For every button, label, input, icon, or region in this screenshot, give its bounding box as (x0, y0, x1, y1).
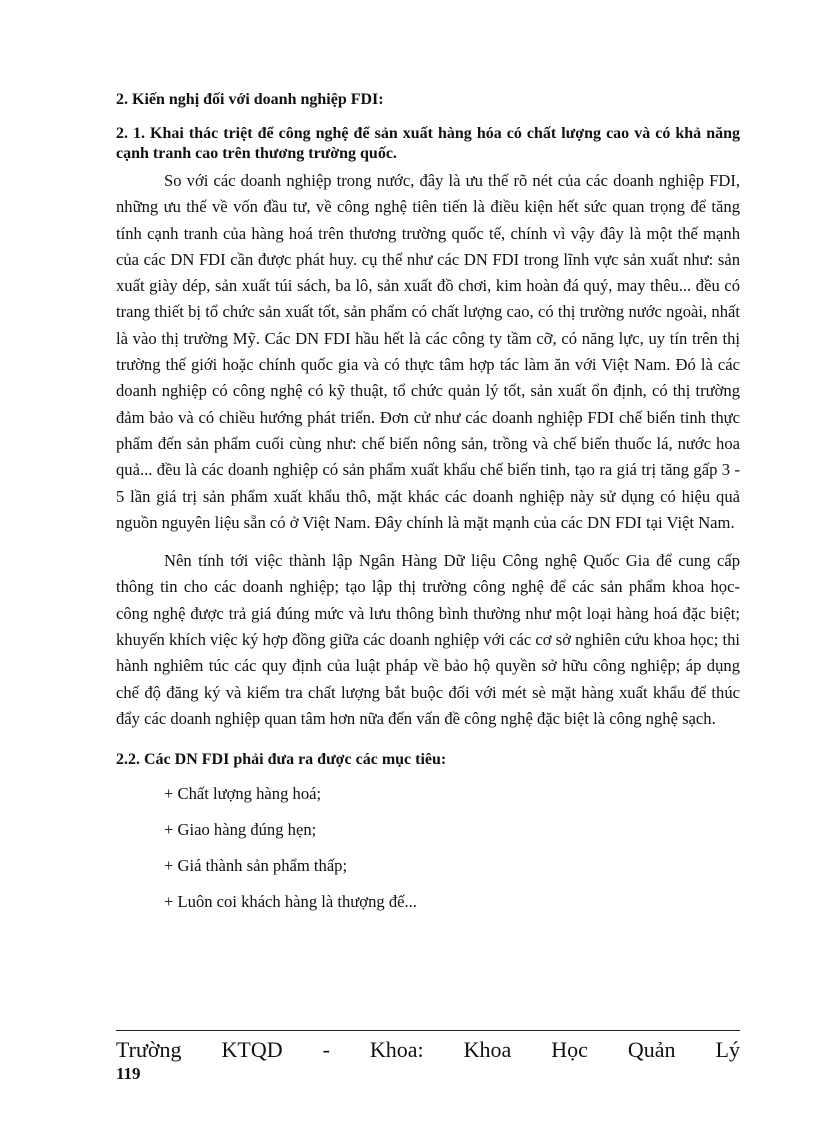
goal-item: + Giá thành sản phẩm thấp; (164, 856, 348, 876)
goal-item: + Giao hàng đúng hẹn; (164, 820, 317, 840)
footer-text (116, 1036, 740, 1064)
footer-word: - (322, 1037, 330, 1062)
paragraph-2: Nên tính tới việc thành lập Ngân Hàng Dữ liệu Công nghệ Quốc Gia để cung cấp thông tin cho các doanh nghiệp; tạo lập thị trường công nghệ để các sản phẩm khoa học- công nghệ được trả giá đúng mức và lưu thông bình thường như một loại hàng hoá đặc biệt; khuyến khích việc ký hợp đồng giữa các doanh nghiệp với các cơ sở nghiên cứu khoa học; thi hành nghiêm túc các quy định của luật pháp về bảo hộ quyền sở hữu công nghiệp; áp dụng chế độ đăng ký và kiểm tra chất lượng bắt buộc đối với mét sè mặt hàng xuất khẩu để thúc đẩy các doanh nghiệp quan tâm hơn nữa đến vấn đề công nghệ đặc biệt là công nghệ sạch. (116, 551, 740, 728)
footer-word: Khoa: (369, 1037, 424, 1062)
goal-item: + Luôn coi khách hàng là thượng đế... (164, 892, 417, 912)
footer-word: Khoa (463, 1037, 512, 1062)
goal-item: + Chất lượng hàng hoá; (164, 784, 322, 804)
footer-divider (116, 1030, 740, 1031)
paragraph-1: So với các doanh nghiệp trong nước, đây là ưu thế rõ nét của các doanh nghiệp FDI, những ưu thế về vốn đầu tư, về công nghệ tiên tiến là điều kiện hết sức quan trọng để tăng tính cạnh tranh của hàng hoá trên thương trường quốc tế, chính vì vậy đây là một thế mạnh của các DN FDI cần được phát huy. cụ thể như các DN FDI trong lĩnh vực sản xuất như: sản xuất giày dép, sản xuất túi sách, ba lô, sản xuất đồ chơi, kim hoàn đá quý, may thêu... đều có trang thiết bị tổ chức sản xuất tốt, sản phẩm có chất lượng cao, có thị trường nước ngoài, nhất là vào thị trường Mỹ. Các DN FDI hầu hết là các công ty tầm cỡ, có năng lực, uy tín trên thị trường thế giới hoặc chính quốc gia và có thực tâm hợp tác làm ăn với Việt Nam. Đó là các doanh nghiệp có công nghệ có kỹ thuật, tổ chức quản lý tốt, sản xuất ổn định, có thị trường đảm bảo và có chiều hướng phát triển. Đơn cử như các doanh nghiệp FDI chế biến tinh thực phẩm đến sản phẩm cuối cùng như: chế biến nông sản, trồng và chế biến thuốc lá, nước hoa quả... đều là các doanh nghiệp có sản phẩm xuất khẩu chế biến tinh, tạo ra giá trị tăng gấp 3 - 5 lần giá trị sản phẩm xuất khẩu thô, mặt khác các doanh nghiệp này sử dụng có hiệu quả nguồn nguyên liệu sẵn có ở Việt Nam. Đây chính là mặt mạnh của các DN FDI tại Việt Nam. (116, 171, 740, 532)
section-heading-2-2: 2.2. Các DN FDI phải đưa ra được các mục tiêu: (116, 751, 447, 769)
footer-word: Lý (715, 1037, 740, 1062)
footer-word: Trường (116, 1037, 182, 1062)
section-heading-2-1: 2. 1. Khai thác triệt để công nghệ để sản xuất hàng hóa có chất lượng cao và có khả năng cạnh tranh cao trên thương trường quốc. (116, 125, 740, 162)
main-heading: 2. Kiến nghị đối với doanh nghiệp FDI: (116, 91, 384, 108)
footer-word: Quản (627, 1037, 676, 1062)
goals-list (116, 776, 740, 920)
page-number: 119 (116, 1064, 141, 1083)
document-page (116, 90, 740, 920)
footer-word: KTQD (221, 1037, 283, 1062)
footer-word: Học (551, 1037, 588, 1062)
